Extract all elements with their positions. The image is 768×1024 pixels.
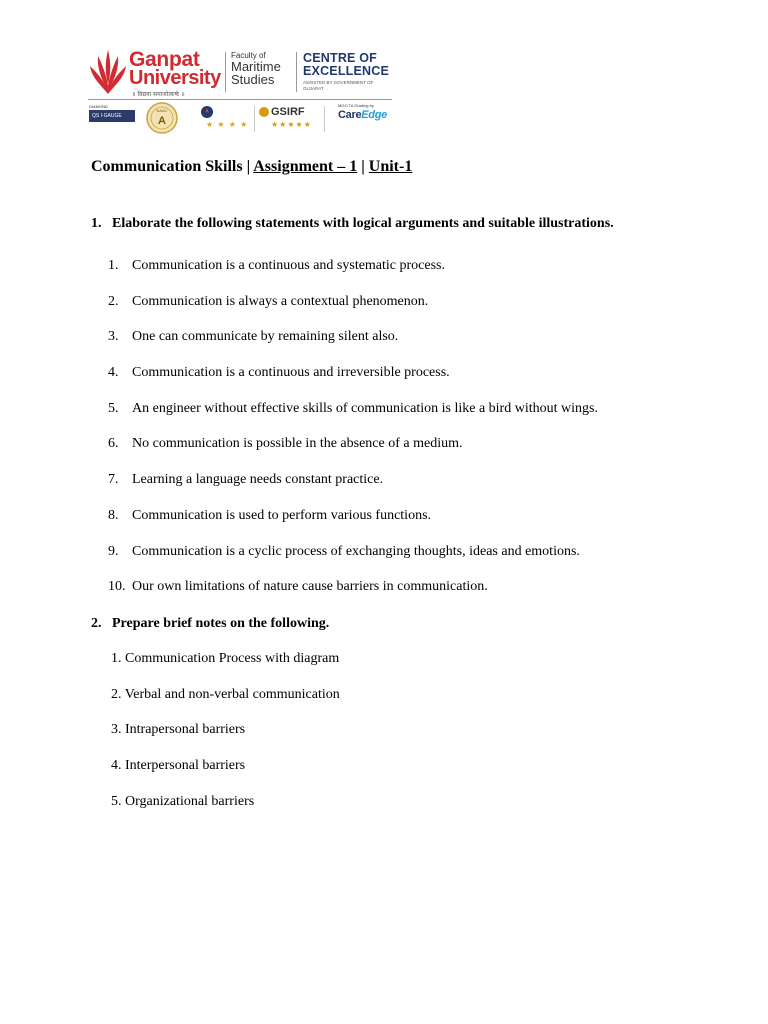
page-title bbox=[91, 158, 412, 176]
careedge-brand bbox=[338, 109, 392, 121]
list-item-text: Learning a language needs constant practice. bbox=[132, 472, 384, 488]
divider bbox=[324, 106, 325, 132]
gsirf-stars: ★★★★★ bbox=[271, 120, 312, 129]
list-item-number: 5. bbox=[108, 400, 119, 416]
divider bbox=[254, 106, 255, 132]
ranking-emblem-icon bbox=[200, 105, 214, 121]
list-item-number: 3. bbox=[108, 329, 119, 345]
title-unit: Unit-1 bbox=[368, 158, 413, 175]
list-item-text: Our own limitations of nature cause barriers in communication. bbox=[132, 579, 488, 595]
list-item-number: 1. bbox=[108, 258, 119, 273]
list-item-text: Communication is a continuous and systematic process. bbox=[132, 258, 446, 273]
university-name-line1: Ganpat bbox=[129, 48, 200, 71]
qs-igauge-box: QS I·GAUGE bbox=[89, 110, 135, 122]
list-item-number: 8. bbox=[108, 507, 119, 523]
list-item: 5. Organizational barriers bbox=[111, 793, 255, 809]
gsirf-name: GSIRF bbox=[271, 106, 305, 118]
diamond-label: DIAMOND bbox=[89, 104, 108, 109]
naac-seal-icon bbox=[146, 102, 178, 134]
coe-line2: EXCELLENCE bbox=[303, 64, 390, 78]
list-item-number: 7. bbox=[108, 472, 119, 488]
faculty-line2: Studies bbox=[231, 72, 275, 87]
list-item-number: 2. bbox=[108, 293, 119, 309]
careedge-brand-b: Edge bbox=[361, 109, 387, 121]
careedge-small-label: MGO TA Grading by bbox=[338, 103, 374, 108]
list-item-text: No communication is possible in the absence of a medium. bbox=[132, 436, 463, 452]
list-item-number: 9. bbox=[108, 543, 119, 559]
naac-grade: A bbox=[158, 115, 166, 127]
university-name-line2: University bbox=[129, 67, 221, 89]
list-item-number: 4. bbox=[108, 365, 119, 381]
question-text: Elaborate the following statements with logical arguments and suitable illustrations. bbox=[112, 216, 614, 231]
qs-igauge-badge bbox=[89, 104, 135, 134]
faculty-small-label: Faculty of bbox=[231, 51, 266, 60]
list-item-number: 6. bbox=[108, 436, 119, 452]
list-item-text: One can communicate by remaining silent also. bbox=[132, 329, 399, 345]
list-item-text: Communication is used to perform various functions. bbox=[132, 507, 432, 523]
coe-subtitle: ASSISTED BY GOVERNMENT OF GUJARAT bbox=[303, 80, 374, 91]
university-name bbox=[129, 50, 221, 88]
question-number: 2. bbox=[91, 616, 102, 631]
list-item: 1. Communication Process with diagram bbox=[111, 651, 340, 666]
question-2-list bbox=[111, 651, 340, 829]
list-item-text: An engineer without effective skills of communication is like a bird without wings. bbox=[132, 400, 598, 416]
divider bbox=[296, 52, 297, 92]
careedge-brand-a: Care bbox=[338, 109, 362, 121]
list-item-text: Communication is a cyclic process of exchanging thoughts, ideas and emotions. bbox=[132, 543, 580, 559]
question-1-heading bbox=[91, 216, 614, 232]
faculty-name bbox=[231, 51, 281, 86]
careedge-badge bbox=[338, 103, 392, 135]
list-item-text: Communication is a continuous and irreversible process. bbox=[132, 365, 450, 381]
divider bbox=[225, 52, 226, 92]
list-item: 3. Intrapersonal barriers bbox=[111, 722, 246, 738]
ganpat-university-logo-icon bbox=[88, 50, 128, 94]
letterhead bbox=[88, 46, 392, 138]
title-separator: | bbox=[357, 158, 369, 175]
gsirf-emblem-icon bbox=[259, 107, 269, 117]
ranking-badge bbox=[200, 104, 250, 134]
naac-label: NAAC bbox=[156, 108, 168, 113]
list-item-text: Communication is always a contextual phenomenon. bbox=[132, 293, 429, 309]
naac-badge bbox=[146, 102, 178, 134]
gsirf-badge bbox=[259, 104, 317, 134]
list-item: 2. Verbal and non-verbal communication bbox=[111, 686, 340, 702]
faculty-line1: Maritime bbox=[231, 59, 281, 74]
header-rule bbox=[88, 99, 392, 100]
centre-of-excellence bbox=[303, 52, 392, 92]
coe-line1: CENTRE OF bbox=[303, 51, 378, 65]
list-item-number: 10. bbox=[108, 579, 126, 595]
title-subject: Communication Skills | bbox=[91, 158, 254, 175]
ranking-stars: ★ ★ ★ ★ bbox=[206, 120, 249, 129]
question-2-heading bbox=[91, 616, 329, 632]
list-item: 4. Interpersonal barriers bbox=[111, 758, 246, 774]
question-text: Prepare brief notes on the following. bbox=[112, 616, 330, 631]
accreditation-badges bbox=[88, 102, 392, 136]
question-number: 1. bbox=[91, 216, 102, 231]
university-tagline: ॥ विद्यया समाजोत्कर्षः ॥ bbox=[132, 91, 185, 98]
title-assignment: Assignment – 1 bbox=[253, 158, 358, 175]
